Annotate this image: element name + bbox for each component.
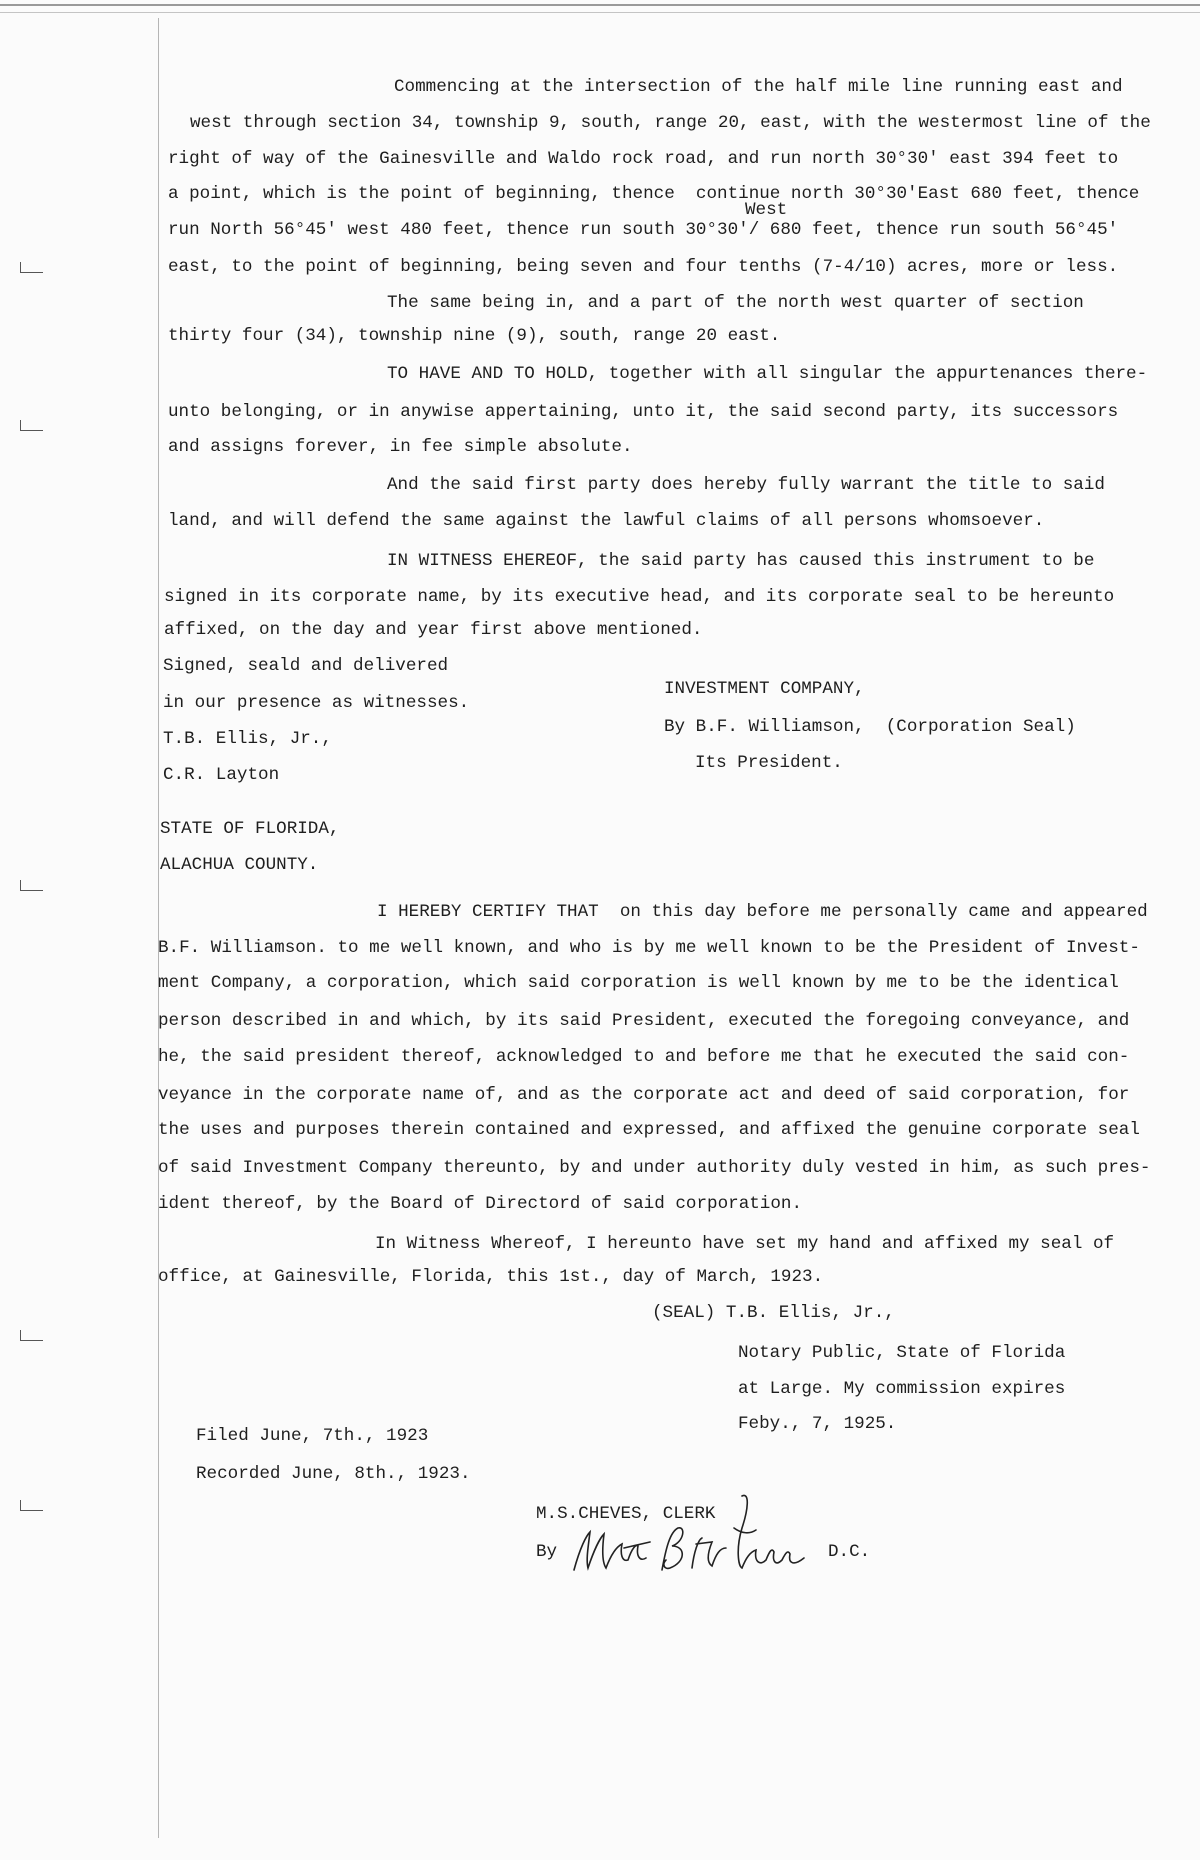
interlined-insertion: West: [745, 200, 788, 220]
text-line: The same being in, and a part of the north west quarter of section: [387, 293, 1084, 313]
text-line: the uses and purposes therein contained and expressed, and affixed the genuine corporate seal: [158, 1120, 1140, 1140]
signatory-title: Its President.: [695, 753, 843, 773]
text-line: thirty four (34), township nine (9), south, range 20 east.: [168, 326, 781, 346]
text-line: unto belonging, or in anywise appertaining, unto it, the said second party, its successors: [168, 402, 1119, 422]
scan-border-top-inner: [0, 12, 1200, 13]
text-line: I HEREBY CERTIFY THAT on this day before me personally came and appeared: [377, 902, 1148, 922]
text-line: signed in its corporate name, by its executive head, and its corporate seal to be hereunto: [164, 587, 1115, 607]
commission-text: at Large. My commission expires: [738, 1379, 1066, 1399]
text-line: office, at Gainesville, Florida, this 1st., day of March, 1923.: [158, 1267, 824, 1287]
text-line: In Witness Whereof, I hereunto have set my hand and affixed my seal of: [375, 1234, 1115, 1254]
text-line: Commencing at the intersection of the half mile line running east and: [394, 77, 1123, 97]
text-line: a point, which is the point of beginning, thence continue north 30°30'East 680 feet, thence: [168, 184, 1140, 204]
text-line: in our presence as witnesses.: [163, 693, 470, 713]
county: ALACHUA COUNTY.: [160, 855, 319, 875]
witness-name: T.B. Ellis, Jr.,: [163, 729, 332, 749]
signatory: By B.F. Williamson, (Corporation Seal): [664, 717, 1076, 737]
witness-name: C.R. Layton: [163, 765, 280, 785]
text-line: TO HAVE AND TO HOLD, together with all singular the appurtenances there-: [387, 364, 1148, 384]
notary-title: Notary Public, State of Florida: [738, 1343, 1066, 1363]
text-line: ment Company, a corporation, which said corporation is well known by me to be the identical: [158, 973, 1119, 993]
by-label: By: [536, 1542, 558, 1562]
recorded-date: Recorded June, 8th., 1923.: [196, 1464, 471, 1484]
text-line: And the said first party does hereby fully warrant the title to said: [387, 475, 1105, 495]
margin-line: [158, 18, 159, 1838]
text-line: and assigns forever, in fee simple absolute.: [168, 437, 633, 457]
text-line: B.F. Williamson. to me well known, and who is by me well known to be the President of Invest-: [158, 938, 1140, 958]
text-line: land, and will defend the same against the lawful claims of all persons whomsoever.: [168, 511, 1045, 531]
text-line: run North 56°45' west 480 feet, thence run south 30°30'/ 680 feet, thence run south 56°45': [168, 220, 1119, 240]
text-line: veyance in the corporate name of, and as the corporate act and deed of said corporation, for: [158, 1085, 1130, 1105]
handwritten-signature: [566, 1488, 816, 1583]
commission-expiry: Feby., 7, 1925.: [738, 1414, 897, 1434]
text-line: ident thereof, by the Board of Directord of said corporation.: [158, 1194, 803, 1214]
company-name: INVESTMENT COMPANY,: [664, 679, 865, 699]
text-line: person described in and which, by its said President, executed the foregoing conveyance, and: [158, 1011, 1130, 1031]
text-line: IN WITNESS EHEREOF, the said party has caused this instrument to be: [387, 551, 1095, 571]
deputy-clerk-suffix: D.C.: [828, 1542, 871, 1562]
text-line: Signed, seald and delivered: [163, 656, 449, 676]
notary-name: (SEAL) T.B. Ellis, Jr.,: [652, 1303, 895, 1323]
state: STATE OF FLORIDA,: [160, 819, 340, 839]
text-line: west through section 34, township 9, south, range 20, east, with the westermost line of the: [190, 113, 1151, 133]
binding-mark: [20, 1330, 43, 1341]
clerk-name: M.S.CHEVES, CLERK: [536, 1504, 716, 1524]
text-line: right of way of the Gainesville and Waldo rock road, and run north 30°30' east 394 feet to: [168, 149, 1119, 169]
filed-date: Filed June, 7th., 1923: [196, 1426, 429, 1446]
binding-mark: [20, 420, 43, 431]
binding-mark: [20, 1500, 43, 1511]
binding-mark: [20, 880, 43, 891]
text-line: affixed, on the day and year first above mentioned.: [164, 620, 703, 640]
text-line: of said Investment Company thereunto, by and under authority duly vested in him, as such pres-: [158, 1158, 1151, 1178]
scan-border-top: [0, 4, 1200, 6]
text-line: he, the said president thereof, acknowledged to and before me that he executed the said con-: [158, 1047, 1130, 1067]
text-line: east, to the point of beginning, being seven and four tenths (7-4/10) acres, more or less.: [168, 257, 1119, 277]
binding-mark: [20, 262, 43, 273]
